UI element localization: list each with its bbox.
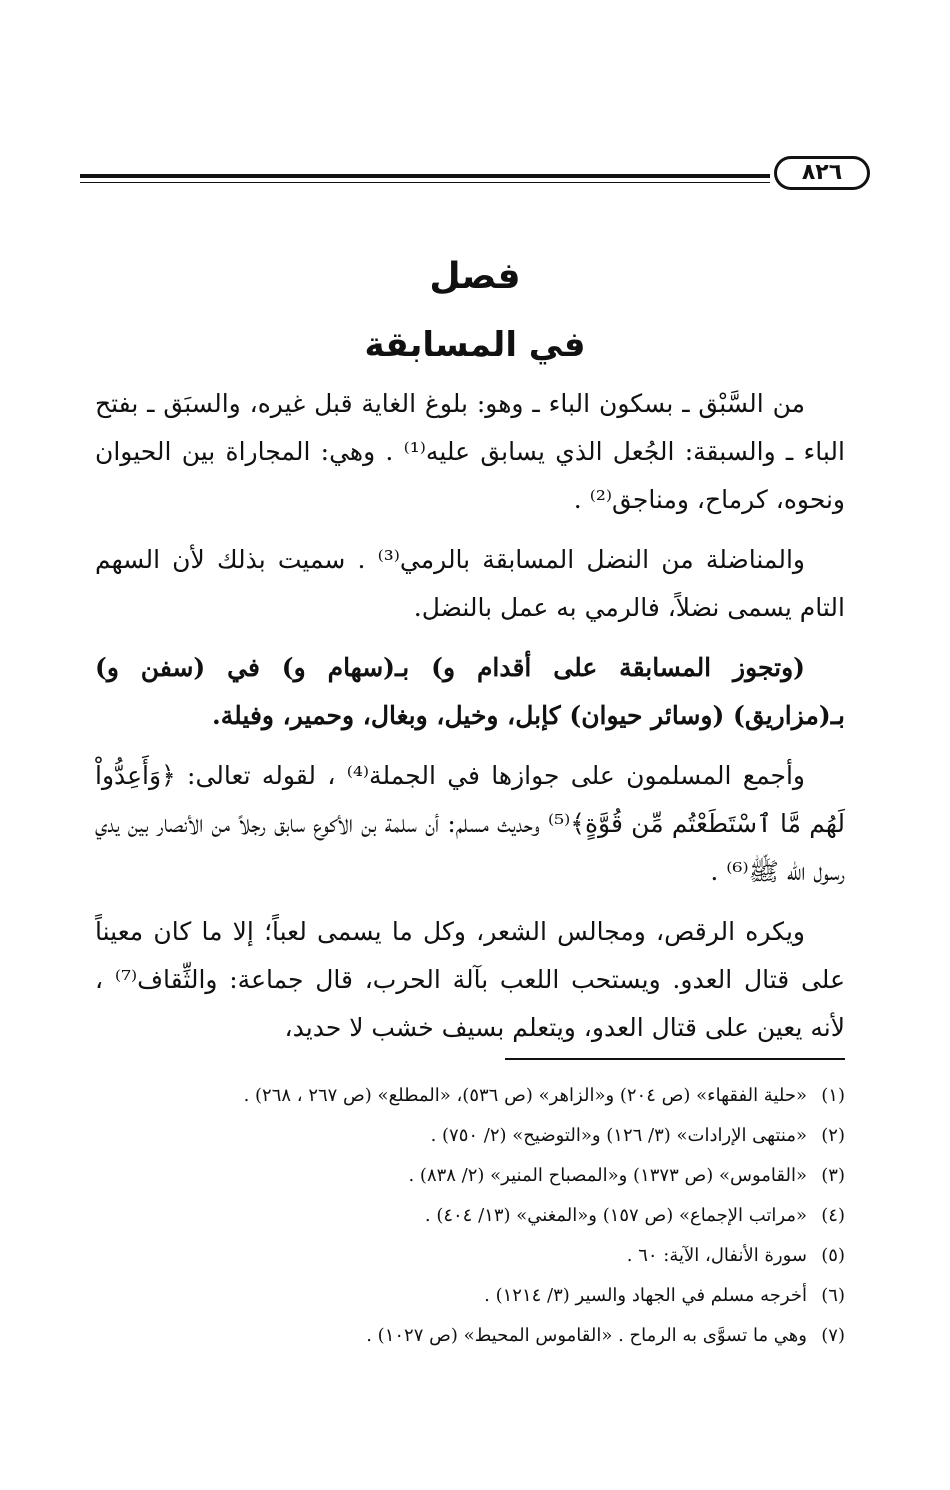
section-subtitle: في المسابقة [364,325,586,365]
footnote-number: (٦) [821,1285,845,1306]
paragraph: والمناضلة من النضل المسابقة بالرمي⁽³⁾ . سميت بذلك لأن السهم التام يسمى نضلاً، فالرمي به عمل بالنضل. [95,545,845,622]
footnote-number: (٥) [821,1245,845,1266]
footnote-number: (٤) [821,1205,845,1226]
footnote-text: وهي ما تسوَّى به الرماح . «القاموس المحيط» (ص ١٠٢٧) . [366,1325,807,1346]
matn-paragraph: (وتجوز المسابقة على أقدام و) بـ(سهام و) في (سفن و) بـ(مزاريق) (وسائر حيوان) كإبل، وخيل، وبغال، وحمير، وفيلة. [95,653,845,730]
footnote-number: (٢) [821,1125,845,1146]
footnote-text: سورة الأنفال، الآية: ٦٠ . [626,1245,807,1266]
footnote-separator [505,1058,845,1060]
header-rule-thin [80,182,770,183]
paragraph: من السَّبْق ـ بسكون الباء ـ وهو: بلوغ الغاية قبل غيره، والسبَق ـ بفتح الباء ـ والسبقة: الجُعل الذي يسابق عليه⁽¹⁾ . وهي: المجاراة بين الحيوان ونحوه، كرماح، ومناجق⁽²⁾ . [95,389,845,514]
footnote-text: «مراتب الإجماع» (ص ١٥٧) و«المغني» (١٣/ ٤٠٤) . [424,1205,807,1226]
footnote [95,1156,845,1196]
footnote-number: (١) [821,1085,845,1106]
footnote [95,1076,845,1116]
paragraph: ويكره الرقص، ومجالس الشعر، وكل ما يسمى لعباً؛ إلا ما كان معيناً على قتال العدو. ويستحب اللعب بآلة الحرب، قال جماعة: والثِّقاف⁽⁷⁾ ، لأنه يعين على قتال العدو، ويتعلم بسيف خشب لا حديد، [95,917,845,1042]
footnote [95,1196,845,1236]
footnote-text: أخرجه مسلم في الجهاد والسير (٣/ ١٢١٤) . [484,1285,807,1306]
footnote-text: «منتهى الإرادات» (٣/ ١٢٦) و«التوضيح» (٢/ ٧٥٠) . [430,1125,807,1146]
page-number: ٨٢٦ [774,156,870,190]
section-title: فصل [429,256,521,297]
footnote [95,1316,845,1356]
page-header [80,152,870,192]
footnote-text: «حلية الفقهاء» (ص ٢٠٤) و«الزاهر» (ص ٥٣٦)، «المطلع» (ص ٢٦٧ ، ٢٦٨) . [243,1085,807,1106]
footnote [95,1116,845,1156]
header-rule-thick [80,174,770,178]
footnote [95,1276,845,1316]
footnote [95,1236,845,1276]
footnotes [95,1076,845,1356]
footnote-text: «القاموس» (ص ١٣٧٣) و«المصباح المنير» (٢/ ٨٣٨) . [408,1165,807,1186]
footnote-number: (٣) [821,1165,845,1186]
paragraph: وأجمع المسلمون على جوازها في الجملة⁽⁴⁾ ، لقوله تعالى: ﴿وَأَعِدُّواْ لَهُم مَّا ٱسْتَطَعْتُم مِّن قُوَّةٍ﴾⁽⁵⁾ وحديث مسلم: أن سلمة بن الأكوع سابق رجلاً من الأنصار بين يدي رسول الله ﷺ⁽⁶⁾ . [95,761,846,886]
body-text [95,380,845,1064]
footnote-number: (٧) [821,1325,845,1346]
